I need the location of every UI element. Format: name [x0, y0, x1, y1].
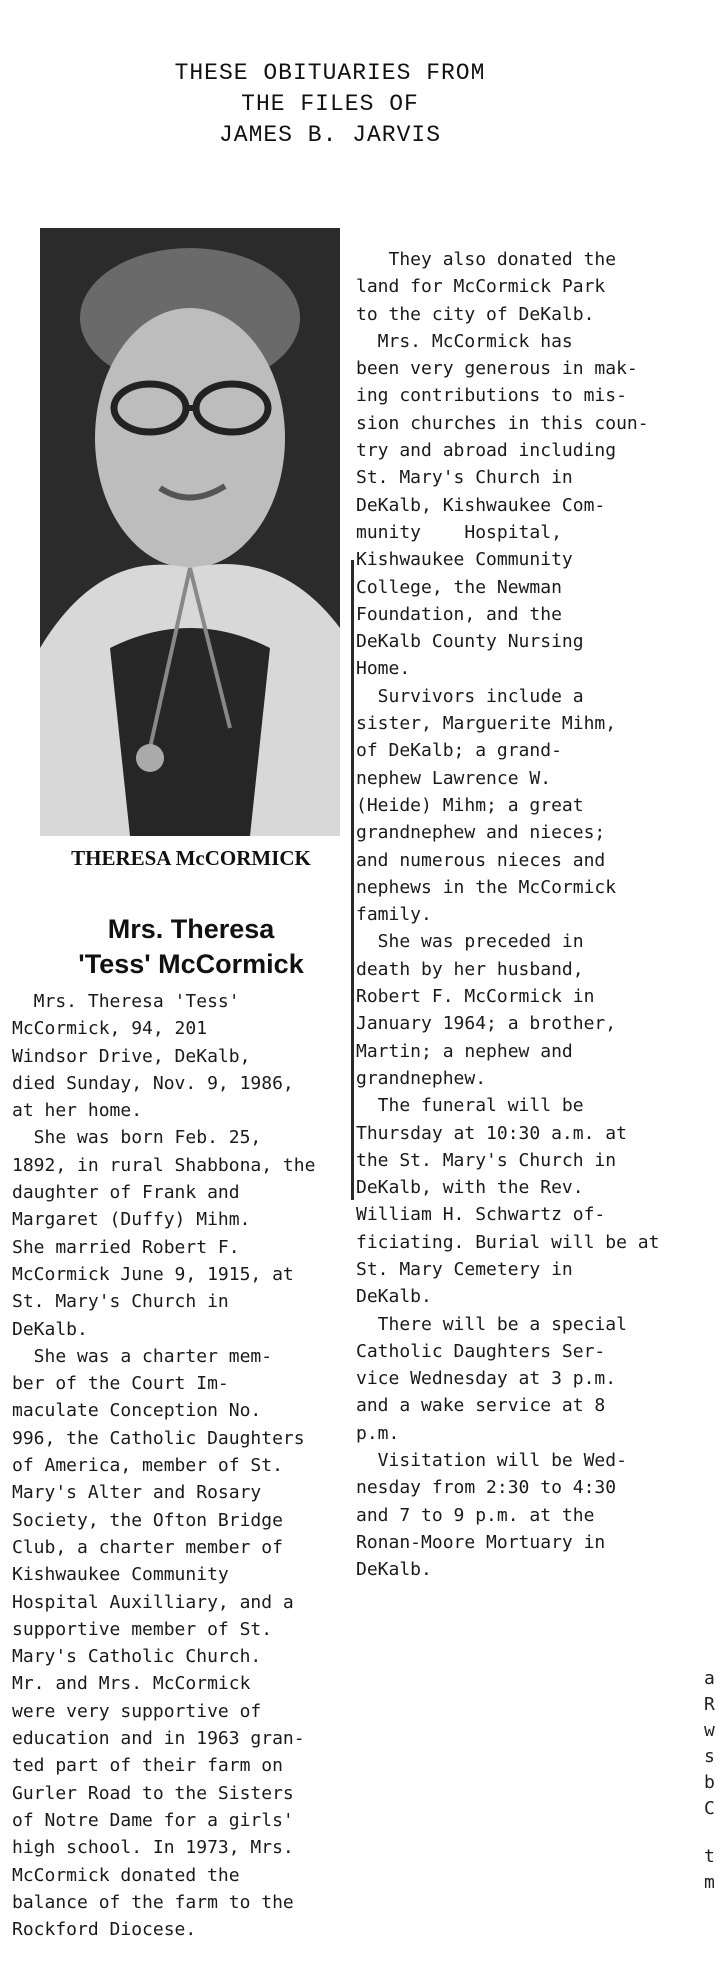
text-line: munity Hospital,: [356, 521, 562, 543]
margin-fragment: t: [704, 1846, 715, 1867]
text-line: (Heide) Mihm; a great: [356, 794, 584, 816]
text-line: try and abroad including: [356, 440, 617, 462]
text-line: January 1964; a brother,: [356, 1013, 617, 1035]
text-line: been very generous in mak-: [356, 358, 638, 380]
text-line: She was born Feb. 25,: [12, 1127, 262, 1149]
text-line: and 7 to 9 p.m. at the: [356, 1504, 595, 1526]
text-line: 996, the Catholic Daughters: [12, 1427, 305, 1449]
text-line: of Notre Dame for a girls': [12, 1809, 294, 1831]
text-line: Mr. and Mrs. McCormick: [12, 1673, 251, 1695]
text-line: Margaret (Duffy) Mihm.: [12, 1209, 251, 1231]
text-line: The funeral will be: [356, 1095, 584, 1117]
text-line: Mrs. Theresa 'Tess': [12, 991, 240, 1012]
text-line: DeKalb County Nursing: [356, 631, 584, 653]
text-line: ted part of their farm on: [12, 1755, 283, 1777]
text-line: St. Mary Cemetery in: [356, 1258, 573, 1280]
photo-caption: THERESA McCORMICK: [71, 846, 311, 870]
text-line: DeKalb, with the Rev.: [356, 1177, 584, 1199]
text-line: She was a charter mem-: [12, 1345, 273, 1367]
right-column-text: [356, 246, 690, 1584]
text-line: Kishwaukee Community: [12, 1564, 229, 1586]
portrait-image: [40, 228, 340, 836]
text-line: the St. Mary's Church in: [356, 1149, 617, 1171]
text-line: grandnephew and nieces;: [356, 822, 606, 844]
margin-fragment: a: [704, 1668, 715, 1689]
margin-fragment: w: [704, 1720, 715, 1741]
margin-fragment: R: [704, 1694, 715, 1715]
text-line: at her home.: [12, 1100, 143, 1122]
obituary-headline: [38, 912, 344, 982]
text-line: Mary's Alter and Rosary: [12, 1482, 262, 1504]
text-line: nesday from 2:30 to 4:30: [356, 1477, 617, 1499]
text-line: Club, a charter member of: [12, 1536, 283, 1558]
text-line: Mrs. McCormick has: [356, 330, 573, 352]
text-line: supportive member of St.: [12, 1618, 273, 1640]
text-line: of America, member of St.: [12, 1455, 283, 1477]
text-line: McCormick, 94, 201: [12, 1018, 208, 1040]
text-line: of DeKalb; a grand-: [356, 740, 562, 762]
text-line: Catholic Daughters Ser-: [356, 1340, 606, 1362]
column-rule: [351, 560, 354, 1200]
text-line: Robert F. McCormick in: [356, 986, 595, 1008]
text-line: She married Robert F.: [12, 1236, 240, 1258]
text-line: and a wake service at 8: [356, 1395, 606, 1417]
text-line: William H. Schwartz of-: [356, 1204, 606, 1226]
text-line: She was preceded in: [356, 931, 584, 953]
text-line: nephew Lawrence W.: [356, 767, 552, 789]
headline-line-1: Mrs. Theresa: [107, 914, 275, 944]
text-line: Martin; a nephew and: [356, 1040, 573, 1062]
text-line: high school. In 1973, Mrs.: [12, 1837, 294, 1859]
text-line: sion churches in this coun-: [356, 412, 649, 434]
text-line: Mary's Catholic Church.: [12, 1646, 262, 1668]
text-line: Rockford Diocese.: [12, 1919, 197, 1941]
text-line: to the city of DeKalb.: [356, 303, 595, 325]
headline-line-2: 'Tess' McCormick: [78, 949, 304, 979]
text-line: 1892, in rural Shabbona, the: [12, 1154, 316, 1176]
text-line: They also donated the: [356, 249, 617, 270]
text-line: Gurler Road to the Sisters: [12, 1782, 294, 1804]
header-line-3: JAMES B. JARVIS: [218, 122, 442, 148]
text-line: land for McCormick Park: [356, 276, 606, 298]
text-line: Windsor Drive, DeKalb,: [12, 1045, 251, 1067]
text-line: education and in 1963 gran-: [12, 1728, 305, 1750]
text-line: Home.: [356, 658, 411, 680]
text-line: sister, Marguerite Mihm,: [356, 713, 617, 735]
text-line: DeKalb.: [356, 1286, 432, 1308]
margin-fragment: b: [704, 1772, 715, 1793]
text-line: McCormick donated the: [12, 1864, 240, 1886]
text-line: ber of the Court Im-: [12, 1373, 229, 1395]
text-line: ficiating. Burial will be at: [356, 1231, 660, 1253]
text-line: Ronan-Moore Mortuary in: [356, 1531, 606, 1553]
text-line: DeKalb.: [12, 1318, 88, 1340]
text-line: DeKalb, Kishwaukee Com-: [356, 494, 606, 516]
text-line: family.: [356, 904, 432, 926]
portrait-photo: [40, 228, 340, 836]
page-header: [150, 58, 510, 151]
text-line: DeKalb.: [356, 1559, 432, 1581]
text-line: ing contributions to mis-: [356, 385, 627, 407]
text-line: balance of the farm to the: [12, 1891, 294, 1913]
margin-fragment: s: [704, 1746, 715, 1767]
text-line: McCormick June 9, 1915, at: [12, 1263, 294, 1285]
text-line: grandnephew.: [356, 1067, 487, 1089]
text-line: were very supportive of: [12, 1700, 262, 1722]
text-line: nephews in the McCormick: [356, 876, 617, 898]
text-line: Visitation will be Wed-: [356, 1450, 627, 1472]
text-line: Foundation, and the: [356, 603, 562, 625]
header-line-1: THESE OBITUARIES FROM: [174, 60, 486, 86]
text-line: There will be a special: [356, 1313, 627, 1335]
text-line: Hospital Auxilliary, and a: [12, 1591, 294, 1613]
left-column-text: [12, 988, 338, 1943]
text-line: St. Mary's Church in: [12, 1291, 229, 1313]
text-line: and numerous nieces and: [356, 849, 606, 871]
text-line: Thursday at 10:30 a.m. at: [356, 1122, 627, 1144]
text-line: died Sunday, Nov. 9, 1986,: [12, 1072, 294, 1094]
header-line-2: THE FILES OF: [241, 91, 419, 117]
text-line: St. Mary's Church in: [356, 467, 573, 489]
text-line: College, the Newman: [356, 576, 562, 598]
text-line: vice Wednesday at 3 p.m.: [356, 1368, 617, 1390]
text-line: daughter of Frank and: [12, 1182, 240, 1204]
text-line: Survivors include a: [356, 685, 584, 707]
margin-fragment: m: [704, 1872, 715, 1893]
text-line: p.m.: [356, 1422, 400, 1444]
text-line: maculate Conception No.: [12, 1400, 262, 1422]
margin-fragment: C: [704, 1798, 715, 1819]
text-line: Kishwaukee Community: [356, 549, 573, 571]
text-line: Society, the Ofton Bridge: [12, 1509, 283, 1531]
text-line: death by her husband,: [356, 958, 584, 980]
